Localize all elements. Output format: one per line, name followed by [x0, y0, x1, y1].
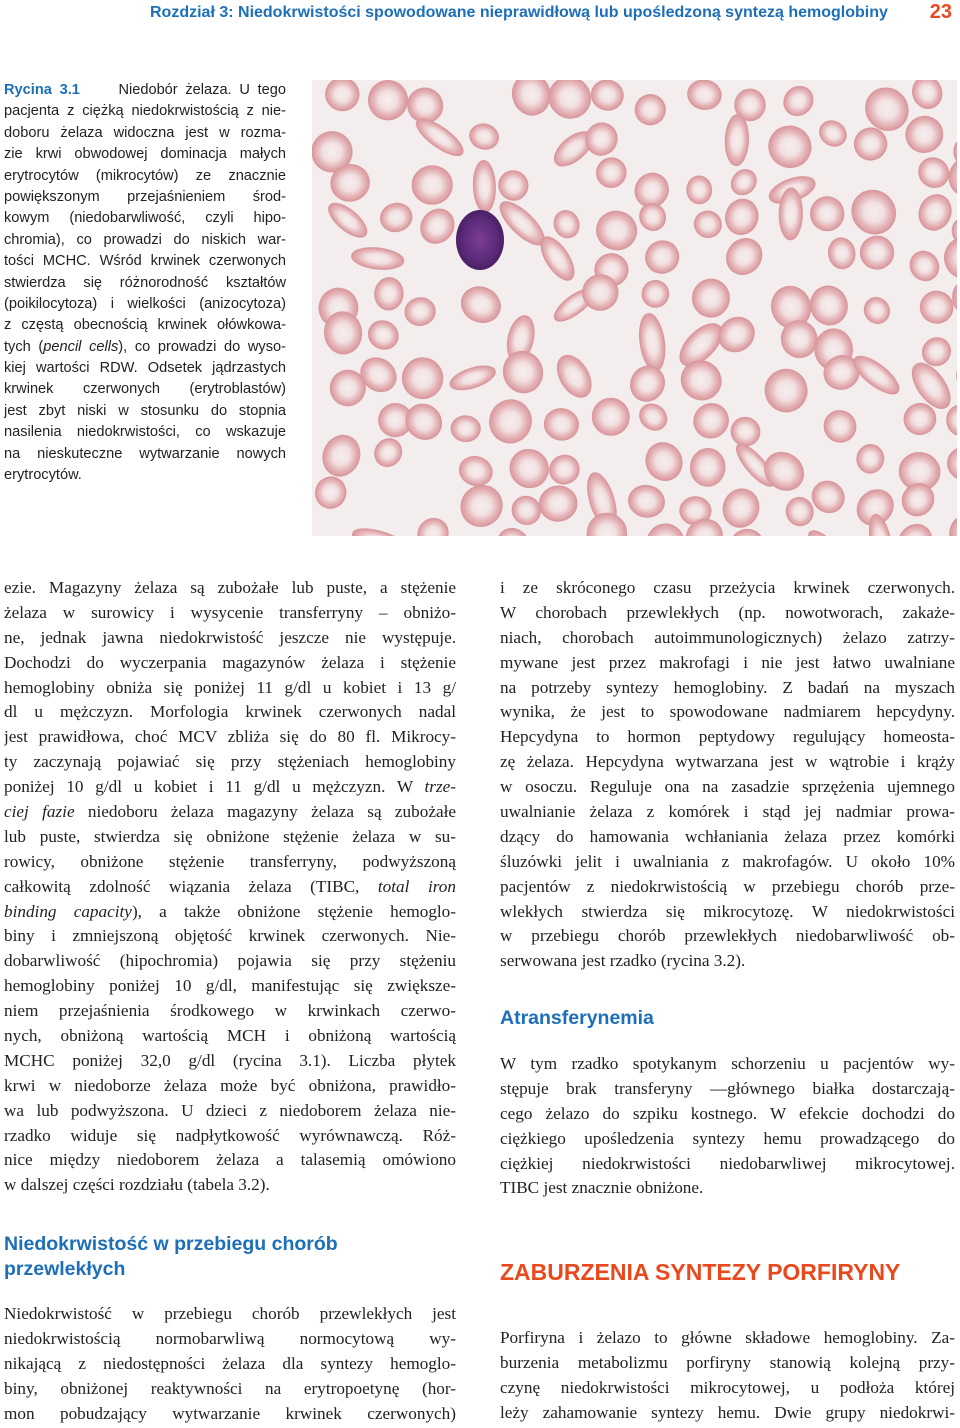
text-line: i ze skróconego czasu przeżycia krwinek czerwonych. [500, 578, 955, 597]
caption-line: Rycina 3.1 Niedobór żelaza. U tego [4, 82, 286, 98]
caption-line: pacjenta z ciężką niedokrwistością z nie- [4, 103, 286, 120]
text-line: cego żelazo do szpiku kostnego. W efekcie dochodzi do [500, 1103, 955, 1123]
text-line: ne, jednak jawna niedokrwistość jeszcze nie występuje. [4, 627, 456, 647]
section-heading-porphyrin-synthesis: ZABURZENIA SYNTEZY PORFIRYNY [500, 1259, 901, 1285]
text-line: niedokrwistością normobarwliwą normocytową wy- [4, 1328, 456, 1348]
red-blood-cell [412, 166, 452, 204]
text-line: wa lub podwyższona. U dzieci z niedoborem żelaza nie- [4, 1100, 456, 1120]
caption-line: zie krwi obwodowej dominacja małych [4, 146, 286, 163]
text-line: żelaza w surowicy i wysycenie transferryny – obniżo- [4, 602, 456, 622]
text-line: mywane jest przez makrofagi i nie jest łatwo uwalniane [500, 652, 955, 672]
caption-line: stwierdza się różnorodność kształtów [4, 274, 286, 291]
text-line: dobarwliwość (hipochromia) pojawia się przy stężeniu [4, 951, 456, 971]
blood-smear-image [312, 80, 957, 536]
section-heading-chronic-disease-anemia: Niedokrwistość w przebiegu chorób przewlekłych [4, 1233, 338, 1280]
text-line: na potrzeby syntezy hemoglobiny. Z badań na myszach [500, 677, 955, 697]
figure-caption [4, 80, 286, 486]
red-blood-cell [860, 235, 895, 269]
text-line: pacjentów z niedokrwistością w przebiegu chorób prze- [500, 876, 955, 896]
atransferrinemia-paragraph [500, 1052, 955, 1201]
caption-line: kiej wartości RDW. Odsetek jądrzastych [4, 360, 286, 377]
text-line: nych, obniżoną wartością MCH i obniżoną wartością [4, 1026, 456, 1046]
text-line: zę żelaza. Hepcydyna wytwarzana jest w wątrobie i krąży [500, 752, 955, 772]
caption-line: tości MCHC. Wśród krwinek czerwonych [4, 253, 286, 270]
section-heading-atransferrinemia: Atransferynemia [500, 1007, 654, 1029]
running-header [150, 1, 952, 28]
text-line: Porfiryna i żelazo to główne składowe hemoglobiny. Za- [500, 1328, 955, 1347]
text-line: MCHC poniżej 32,0 g/dl (rycina 3.1). Liczba płytek [4, 1050, 456, 1070]
text-line: śluzówki jelit i uwalniania z makrofagów. U około 10% [500, 851, 955, 871]
text-line: nikającą z niedostępności żelaza dla syntezy hemoglo- [4, 1353, 456, 1373]
caption-line: nasilenia niedokrwistości, co wskazuje [4, 424, 286, 441]
caption-line: doboru żelaza widoczna jest w rozma- [4, 124, 286, 141]
text-line: serwowana jest rzadko (rycina 3.2). [500, 951, 746, 971]
chapter-title: Rozdział 3: Niedokrwistości spowodowane nieprawidłową lub upośledzoną syntezą hemoglobiny [150, 4, 888, 21]
text-line: jest prawidłowa, choć MCV zbliża się do 80 fl. Mikrocy- [4, 727, 456, 747]
text-line: wynika, że jest to spowodowane nadmiarem hepcydyny. [500, 702, 955, 722]
caption-line: (poikilocytoza) i wielkości (anizocytoza) [4, 295, 286, 312]
blood-smear-micrograph [312, 80, 957, 536]
text-line: burzenia metabolizmu porfiryny stanowią kolejną przy- [500, 1352, 955, 1372]
caption-line: na nieskuteczne wytwarzanie nowych [4, 445, 286, 462]
caption-line: z częstą obecnością krwinek ołówkowa- [4, 317, 286, 334]
text-line: uwalnianie żelaza z komórek i stąd jej nadmiar prowa- [500, 802, 955, 822]
porphyrin-paragraph [500, 1326, 955, 1426]
text-line: ciężkiej niedokrwistości niedobarwliwej mikrocytowej. [500, 1153, 955, 1173]
text-line: całkowitą zdolność wiązania żelaza (TIBC, total iron [4, 876, 456, 896]
text-line: mon pobudzający wytwarzanie krwinek czerwonych) [4, 1403, 456, 1423]
text-line: krwi w niedoborze żelaza może być obniżona, prawidło- [4, 1075, 456, 1095]
main-text-left [4, 576, 456, 1198]
text-line: binding capacity), a także obniżone stężenie hemoglo- [4, 901, 456, 921]
red-blood-cell [451, 415, 481, 442]
page-number: 23 [929, 1, 952, 23]
text-line: lub puste, stwierdza się obniżone stężenie żelaza w su- [4, 826, 456, 846]
text-line: niem przejaśnienia środkowego w krwinkach czerwo- [4, 1001, 456, 1021]
caption-line: powiększonym przejaśnieniem środ- [4, 188, 286, 205]
caption-line: krwinek czerwonych (erytroblastów) [4, 381, 286, 398]
text-line: Niedokrwistość w przebiegu chorób przewlekłych jest [4, 1304, 456, 1323]
text-line: rowicy, obniżone stężenie transferryny, podwyższoną [4, 851, 456, 871]
text-line: czynę niedokrwistości mikrocytowej, u podłoża której [500, 1377, 955, 1397]
red-blood-cell [779, 188, 803, 240]
text-line: W tym rzadko spotykanym schorzeniu u pacjentów wy- [500, 1054, 955, 1073]
text-line: leży zahamowanie syntezy hemu. Dwie grupy niedokrwi- [500, 1402, 955, 1422]
text-line: poniżej 10 g/dl u kobiet i 11 g/dl u mężczyzn. W trze- [4, 777, 456, 797]
text-line: ty zaczynają pojawiać się przy stężeniach hemoglobiny [4, 752, 456, 772]
text-line: hemoglobiny obniża się poniżej 11 g/dl u kobiet i 13 g/ [4, 677, 456, 697]
text-line: Dochodzi do wyczerpania magazynów żelaza i stężenie [4, 652, 456, 672]
text-line: niach, chorobach autoimmunologicznych) żelazo zatrzy- [500, 627, 955, 647]
caption-line: erytrocytów (mikrocytów) ze znacznie [4, 167, 286, 184]
main-text-right [500, 576, 955, 974]
lymphocyte-nucleus [456, 210, 504, 270]
text-line: w osoczu. Reguluje ona na zasadzie sprzężenia ujemnego [500, 777, 955, 797]
red-blood-cell [686, 176, 712, 205]
text-line: nice między niedoborem żelaza a talasemią omówiono [4, 1150, 456, 1170]
text-line: hemoglobiny poniżej 10 g/dl, manifestując się zwiększe- [4, 976, 456, 996]
text-line: w dalszej części rozdziału (tabela 3.2). [4, 1175, 270, 1195]
text-line: ezie. Magazyny żelaza są zubożałe lub puste, a stężenie [4, 578, 456, 597]
chronic-disease-paragraph [4, 1302, 456, 1426]
caption-line: jest zbyt niski w stosunku do stopnia [4, 402, 286, 419]
text-line: dl u mężczyzn. Morfologia krwinek czerwonych nadal [4, 702, 456, 722]
text-line: w przebiegu chorób przewlekłych niedobarwliwość ob- [500, 926, 955, 946]
text-line: TIBC jest znacznie obniżone. [500, 1178, 704, 1198]
caption-italic: pencil cells [43, 338, 119, 355]
text-line: Hepcydyna to hormon peptydowy regulujący homeosta- [500, 727, 955, 747]
text-line: stępuje brak transferyny —głównego białka dostarczają- [500, 1078, 955, 1098]
text-line: biny, obniżonej reaktywności na erytropoetynę (hor- [4, 1378, 456, 1398]
caption-line: chromia), co prowadzi do niskich war- [4, 231, 286, 248]
text-line: ciężkiego upośledzenia syntezy hemu prowadzącego do [500, 1128, 955, 1148]
figure-label: Rycina 3.1 [4, 82, 80, 98]
caption-line: kowym (niedobarwliwość, czyli hipo- [4, 210, 286, 227]
caption-line: tych (pencil cells), co prowadzi do wyso- [4, 338, 286, 355]
text-line: W chorobach przewlekłych (np. nowotworach, zakaże- [500, 602, 955, 622]
text-line: ciej fazie niedoboru żelaza magazyny żelaza są zubożałe [4, 802, 456, 822]
text-line: rzadko widuje się nadpłytkowość wyrównawczą. Róż- [4, 1125, 456, 1145]
text-line: wlekłych stwierdza się mikrocytozę. W niedokrwistości [500, 901, 955, 921]
text-line: biny i zmniejszoną objętość krwinek czerwonych. Nie- [4, 926, 456, 946]
caption-line: erytrocytów. [4, 467, 82, 484]
text-line: dzący do hamowania wchłaniania żelaza przez komórki [500, 826, 955, 846]
